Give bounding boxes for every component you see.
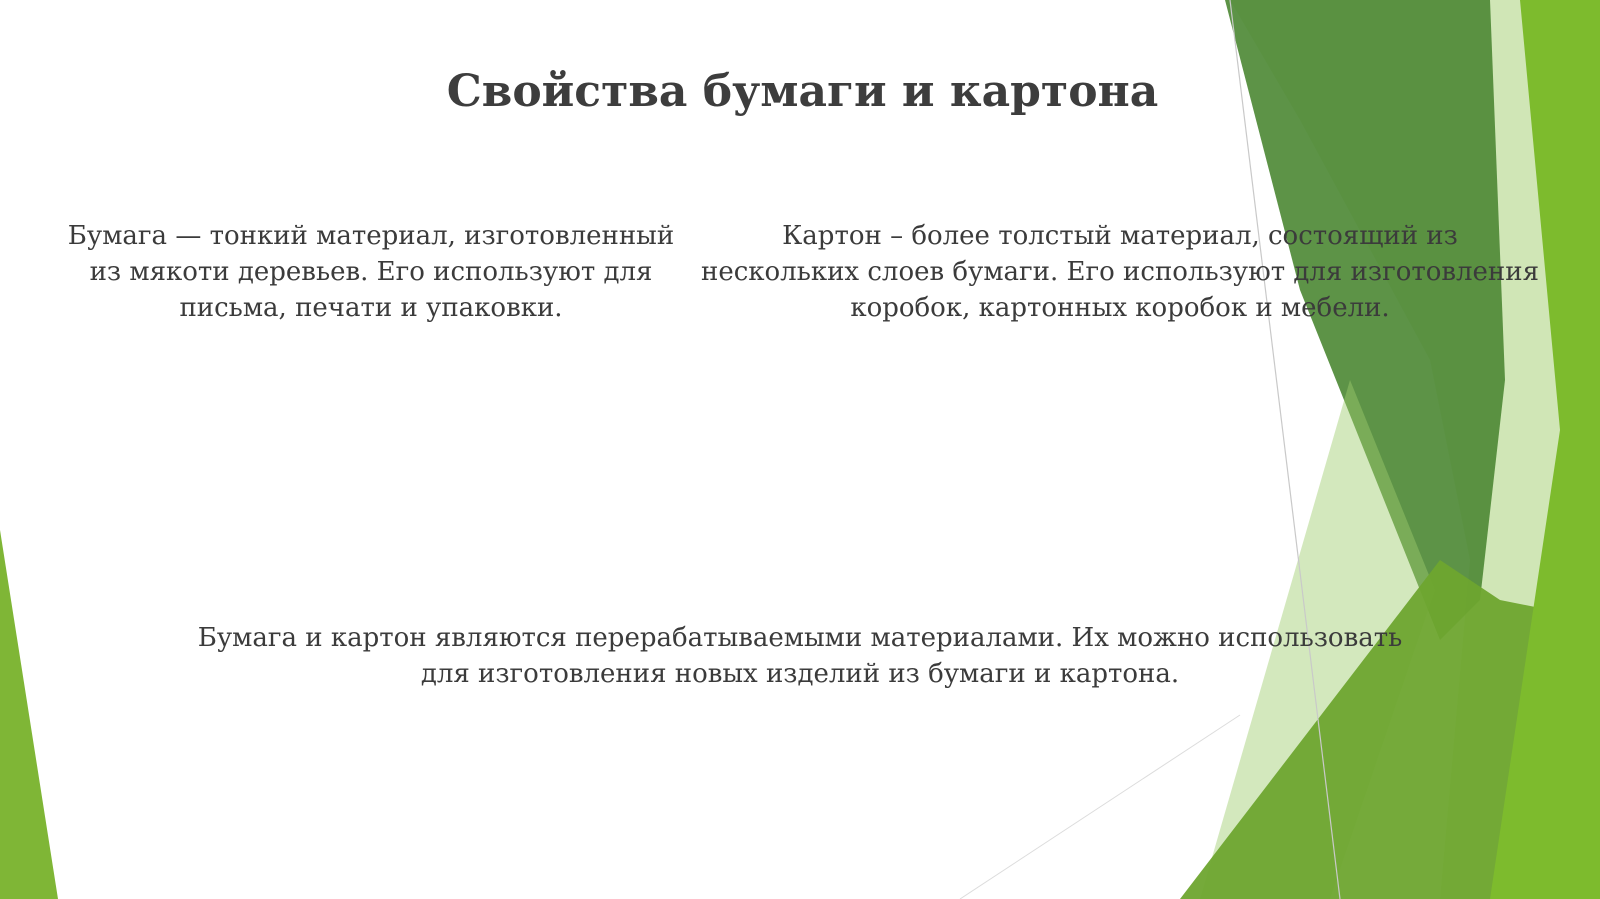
cardboard-description: Картон – более толстый материал, состоящий из нескольких слоев бумаги. Его используют для изготовления коробок, картонных коробок и мебели. bbox=[701, 221, 1539, 323]
slide-title: Свойства бумаги и картона bbox=[446, 66, 1159, 117]
paper-description: Бумага — тонкий материал, изготовленный из мякоти деревьев. Его используют для письма, печати и упаковки. bbox=[67, 221, 675, 323]
recycling-description: Бумага и картон являются перерабатываемыми материалами. Их можно использовать для изготовления новых изделий из бумаги и картона. bbox=[197, 623, 1403, 689]
thin-line-diagonal bbox=[960, 715, 1240, 899]
left-green-shape bbox=[0, 530, 58, 899]
